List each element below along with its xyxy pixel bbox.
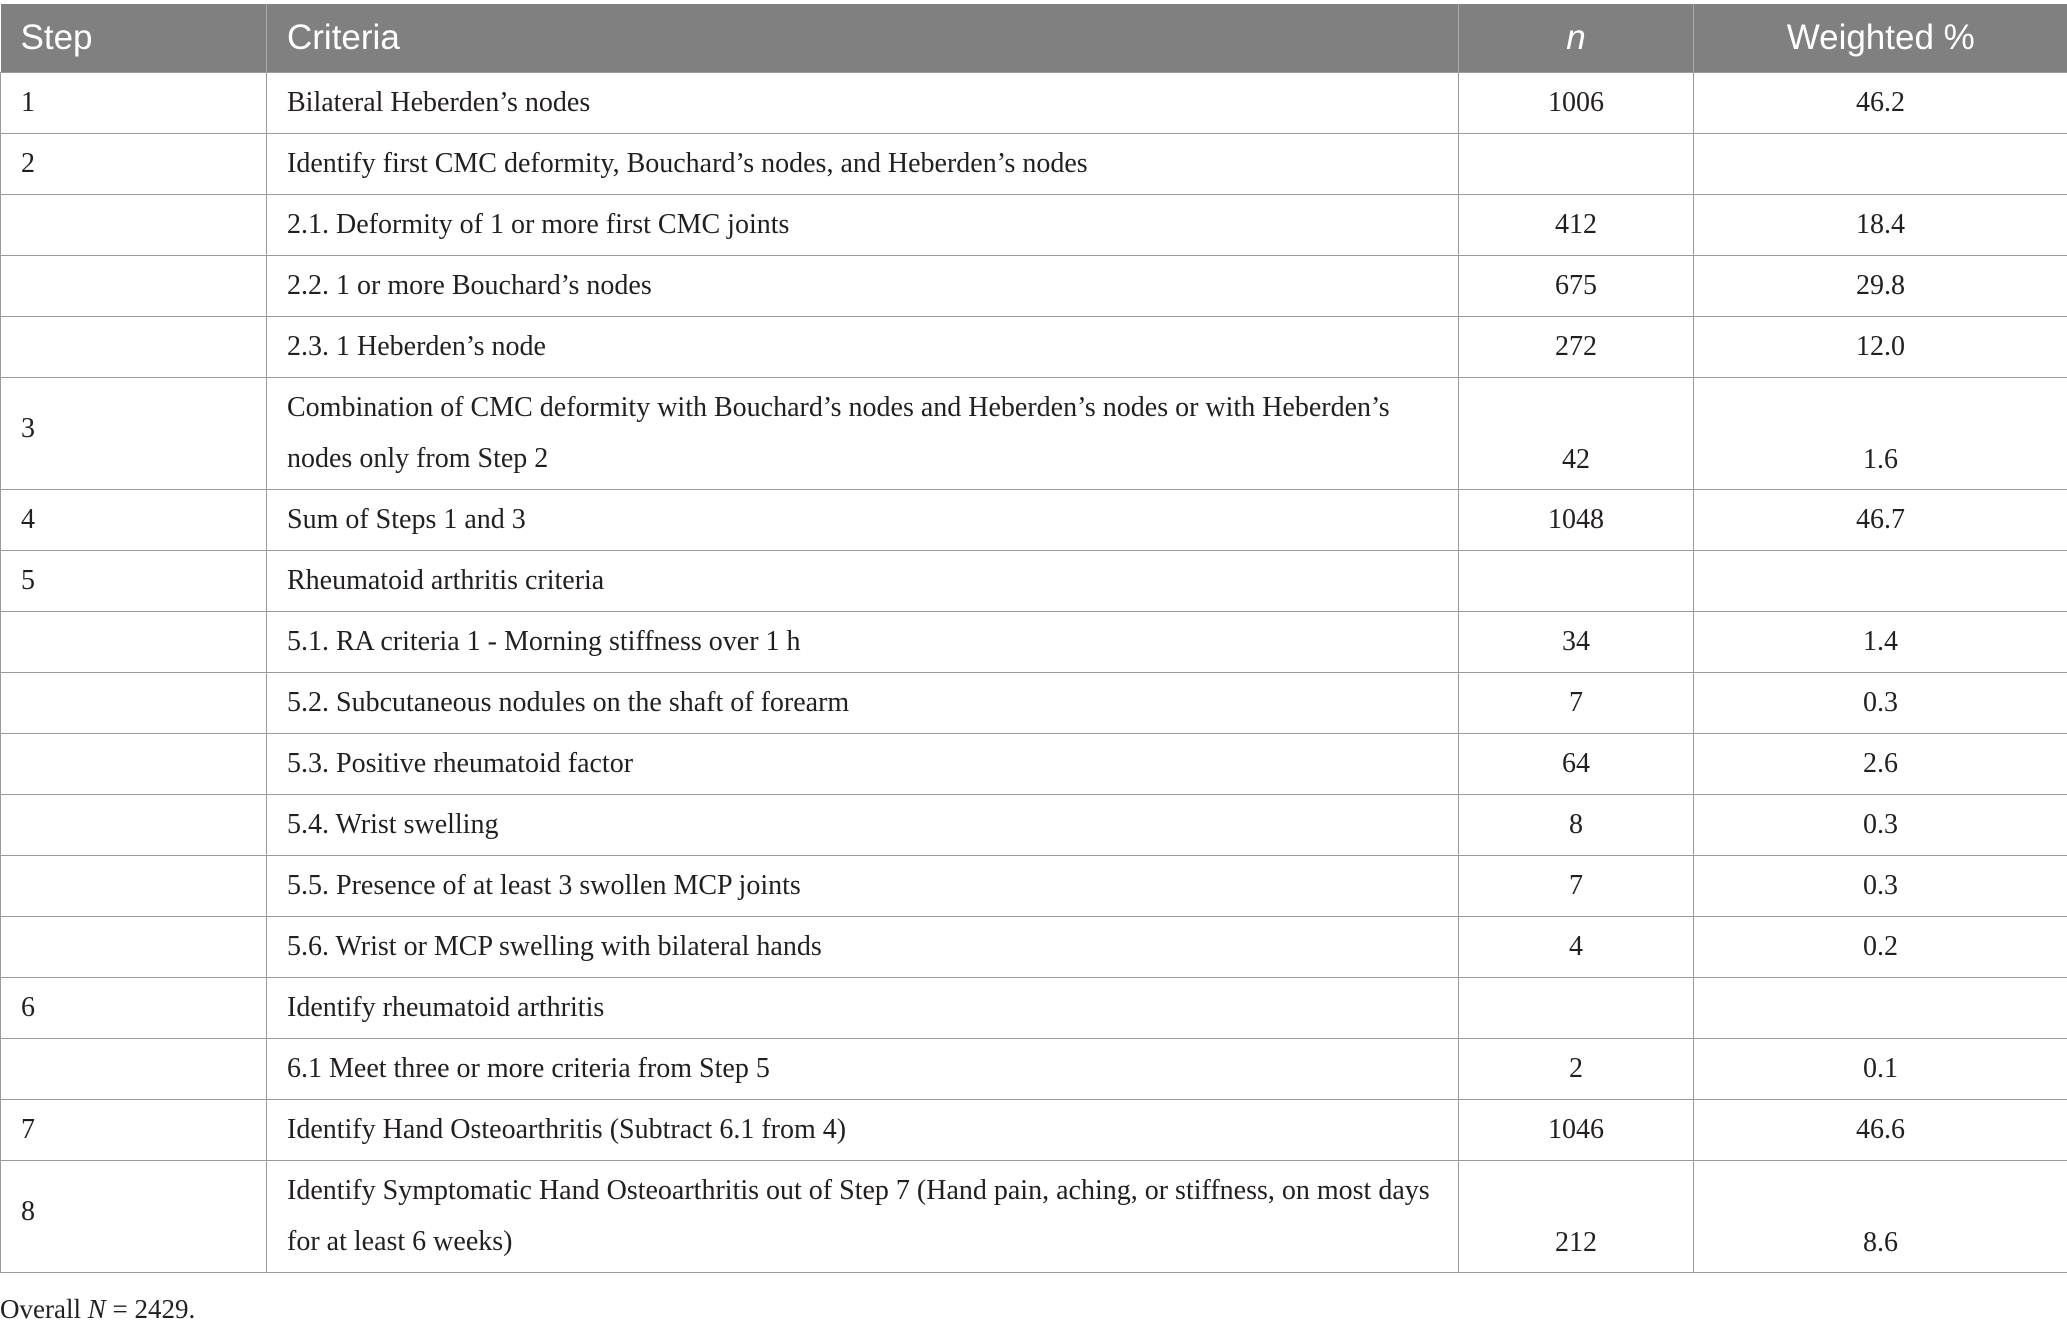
table-row [1, 194, 2067, 255]
table-row [1, 72, 2067, 133]
cell-step: 4 [1, 489, 267, 550]
cell-weighted-percent: 29.8 [1694, 255, 2067, 316]
cell-n: 7 [1459, 855, 1694, 916]
table-row [1, 255, 2067, 316]
cell-criteria: 5.3. Positive rheumatoid factor [267, 733, 1459, 794]
results-table-container [0, 4, 2067, 1273]
cell-weighted-percent: 2.6 [1694, 733, 2067, 794]
cell-step: 7 [1, 1099, 267, 1160]
cell-step [1, 611, 267, 672]
table-row [1, 377, 2067, 489]
cell-step: 6 [1, 977, 267, 1038]
cell-criteria: Identify Hand Osteoarthritis (Subtract 6.1 from 4) [267, 1099, 1459, 1160]
cell-n [1459, 133, 1694, 194]
cell-criteria: Bilateral Heberden’s nodes [267, 72, 1459, 133]
cell-n: 272 [1459, 316, 1694, 377]
cell-step [1, 733, 267, 794]
cell-weighted-percent: 46.2 [1694, 72, 2067, 133]
table-row [1, 977, 2067, 1038]
cell-weighted-percent: 0.3 [1694, 794, 2067, 855]
cell-weighted-percent [1694, 550, 2067, 611]
cell-criteria: 2.2. 1 or more Bouchard’s nodes [267, 255, 1459, 316]
hand-oa-criteria-table [0, 4, 2067, 1273]
header-n: n [1459, 4, 1694, 72]
cell-weighted-percent: 12.0 [1694, 316, 2067, 377]
cell-step: 1 [1, 72, 267, 133]
cell-n: 7 [1459, 672, 1694, 733]
cell-weighted-percent [1694, 133, 2067, 194]
cell-weighted-percent: 0.2 [1694, 916, 2067, 977]
table-row [1, 1160, 2067, 1272]
cell-criteria: 2.1. Deformity of 1 or more first CMC joints [267, 194, 1459, 255]
cell-step [1, 255, 267, 316]
cell-criteria: Identify first CMC deformity, Bouchard’s nodes, and Heberden’s nodes [267, 133, 1459, 194]
cell-step [1, 855, 267, 916]
cell-n: 1006 [1459, 72, 1694, 133]
cell-step [1, 1038, 267, 1099]
table-row [1, 1099, 2067, 1160]
cell-criteria: 6.1 Meet three or more criteria from Step 5 [267, 1038, 1459, 1099]
table-row [1, 133, 2067, 194]
cell-weighted-percent: 8.6 [1694, 1160, 2067, 1272]
cell-step [1, 316, 267, 377]
cell-step [1, 794, 267, 855]
cell-step: 3 [1, 377, 267, 489]
cell-criteria: Combination of CMC deformity with Bouchard’s nodes and Heberden’s nodes or with Heberden’s nodes only from Step 2 [267, 377, 1459, 489]
cell-step: 5 [1, 550, 267, 611]
cell-n: 1048 [1459, 489, 1694, 550]
cell-weighted-percent: 0.3 [1694, 855, 2067, 916]
cell-n: 2 [1459, 1038, 1694, 1099]
cell-n [1459, 977, 1694, 1038]
cell-step [1, 672, 267, 733]
table-row [1, 489, 2067, 550]
cell-criteria: 5.6. Wrist or MCP swelling with bilateral hands [267, 916, 1459, 977]
cell-n: 412 [1459, 194, 1694, 255]
cell-step [1, 916, 267, 977]
header-step: Step [1, 4, 267, 72]
cell-n: 1046 [1459, 1099, 1694, 1160]
cell-weighted-percent: 1.6 [1694, 377, 2067, 489]
table-row [1, 794, 2067, 855]
header-weighted-percent: Weighted % [1694, 4, 2067, 72]
cell-criteria: Rheumatoid arthritis criteria [267, 550, 1459, 611]
cell-n: 64 [1459, 733, 1694, 794]
cell-criteria: 5.2. Subcutaneous nodules on the shaft of forearm [267, 672, 1459, 733]
cell-n: 675 [1459, 255, 1694, 316]
cell-n: 34 [1459, 611, 1694, 672]
table-row [1, 611, 2067, 672]
cell-weighted-percent: 18.4 [1694, 194, 2067, 255]
cell-step [1, 194, 267, 255]
cell-criteria: Sum of Steps 1 and 3 [267, 489, 1459, 550]
header-criteria: Criteria [267, 4, 1459, 72]
cell-weighted-percent: 1.4 [1694, 611, 2067, 672]
footnote-suffix: = 2429. [105, 1294, 196, 1324]
table-row [1, 316, 2067, 377]
table-header-row [1, 4, 2067, 72]
cell-n [1459, 550, 1694, 611]
table-row [1, 733, 2067, 794]
table-row [1, 1038, 2067, 1099]
table-footnote [0, 1294, 195, 1325]
footnote-variable: N [87, 1294, 106, 1324]
cell-criteria: 2.3. 1 Heberden’s node [267, 316, 1459, 377]
cell-criteria: Identify rheumatoid arthritis [267, 977, 1459, 1038]
cell-n: 8 [1459, 794, 1694, 855]
cell-weighted-percent [1694, 977, 2067, 1038]
table-row [1, 916, 2067, 977]
cell-weighted-percent: 0.3 [1694, 672, 2067, 733]
cell-weighted-percent: 46.7 [1694, 489, 2067, 550]
cell-criteria: Identify Symptomatic Hand Osteoarthritis out of Step 7 (Hand pain, aching, or stiffness, on most days for at least 6 weeks) [267, 1160, 1459, 1272]
cell-n: 4 [1459, 916, 1694, 977]
cell-weighted-percent: 46.6 [1694, 1099, 2067, 1160]
cell-step: 2 [1, 133, 267, 194]
cell-step: 8 [1, 1160, 267, 1272]
cell-criteria: 5.1. RA criteria 1 - Morning stiffness over 1 h [267, 611, 1459, 672]
table-row [1, 855, 2067, 916]
table-row [1, 550, 2067, 611]
cell-n: 42 [1459, 377, 1694, 489]
table-row [1, 672, 2067, 733]
footnote-prefix: Overall [0, 1294, 88, 1324]
cell-criteria: 5.5. Presence of at least 3 swollen MCP joints [267, 855, 1459, 916]
cell-criteria: 5.4. Wrist swelling [267, 794, 1459, 855]
cell-weighted-percent: 0.1 [1694, 1038, 2067, 1099]
cell-n: 212 [1459, 1160, 1694, 1272]
table-body [1, 72, 2067, 1272]
